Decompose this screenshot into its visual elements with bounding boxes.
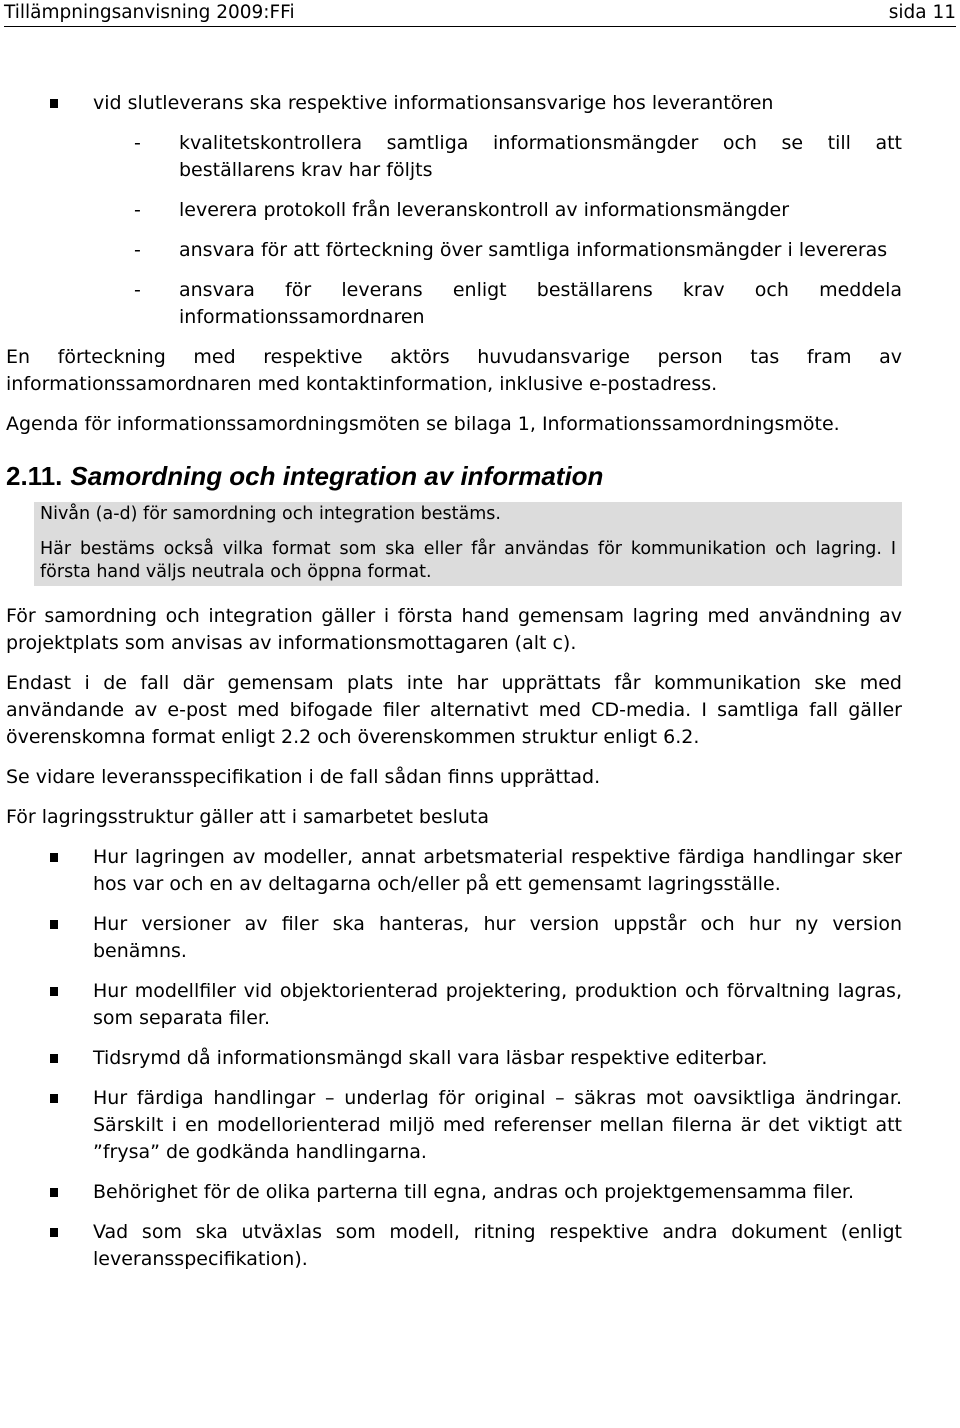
bullet-item bbox=[6, 1045, 902, 1072]
dash-bullet: - bbox=[134, 239, 141, 261]
bullet-text: Hur lagringen av modeller, annat arbetsmaterial respektive färdiga handlingar sker hos var och en av deltagarna och/eller på ett gemensamt lagringsställe. bbox=[93, 846, 902, 895]
dash-item bbox=[6, 197, 902, 224]
document-title: Tillämpningsanvisning 2009:FFi bbox=[4, 2, 295, 23]
paragraph: En förteckning med respektive aktörs huvudansvarige person tas fram av informationssamordnaren med kontaktinformation, inklusive e-postadress. bbox=[6, 346, 902, 395]
bullet-text: Tidsrymd då informationsmängd skall vara läsbar respektive editerbar. bbox=[93, 1047, 768, 1069]
bullet-text: Vad som ska utväxlas som modell, ritning respektive andra dokument (enligt leveransspecifikation). bbox=[93, 1221, 902, 1270]
square-bullet-icon bbox=[50, 1188, 58, 1197]
box-paragraph: Här bestäms också vilka format som ska eller får användas för kommunikation och lagring. I första hand väljs neutrala och öppna format. bbox=[40, 539, 896, 582]
dash-text: ansvara för leverans enligt beställarens krav och meddela informationssamordnaren bbox=[179, 279, 902, 328]
square-bullet-icon bbox=[50, 1094, 58, 1103]
paragraph: Agenda för informationssamordningsmöten se bilaga 1, Informationssamordningsmöte. bbox=[6, 413, 840, 435]
section-title: Samordning och integration av information bbox=[70, 461, 604, 491]
paragraph: Se vidare leveransspecifikation i de fall sådan finns upprättad. bbox=[6, 766, 601, 788]
dash-bullet: - bbox=[134, 199, 141, 221]
paragraph: Endast i de fall där gemensam plats inte har upprättats får kommunikation ske med användande av e-post med bifogade filer alternativt med CD-media. I samtliga fall gäller överenskomna format enligt 2.2 och överenskommen struktur enligt 6.2. bbox=[6, 672, 902, 748]
dash-bullet: - bbox=[134, 279, 141, 301]
bullet-text: vid slutleverans ska respektive informationsansvarige hos leverantören bbox=[93, 92, 774, 114]
bullet-text: Hur versioner av filer ska hanteras, hur version uppstår och hur ny version benämns. bbox=[93, 913, 902, 962]
paragraph: För samordning och integration gäller i första hand gemensam lagring med användning av projektplats som anvisas av informationsmottagaren (alt c). bbox=[6, 605, 902, 654]
bullet-item bbox=[6, 978, 902, 1032]
bullet-item bbox=[6, 1219, 902, 1273]
dash-list bbox=[6, 130, 902, 331]
paragraph: För lagringsstruktur gäller att i samarbetet besluta bbox=[6, 806, 489, 828]
page-number: sida 11 bbox=[888, 2, 956, 23]
page-body bbox=[6, 90, 902, 1286]
bullet-item bbox=[6, 1085, 902, 1166]
dash-text: leverera protokoll från leveranskontroll av informationsmängder bbox=[179, 199, 790, 221]
square-bullet-icon bbox=[50, 920, 58, 929]
dash-bullet: - bbox=[134, 132, 141, 154]
square-bullet-icon bbox=[50, 987, 58, 996]
requirement-box bbox=[34, 502, 902, 586]
square-bullet-icon bbox=[50, 1228, 58, 1237]
square-bullet-icon bbox=[50, 99, 58, 108]
dash-item bbox=[6, 277, 902, 331]
box-paragraph: Nivån (a-d) för samordning och integration bestäms. bbox=[40, 504, 501, 524]
bullet-text: Hur färdiga handlingar – underlag för original – säkras mot oavsiktliga ändringar. Särskilt i en modellorienterad miljö med referenser mellan filerna är det viktigt att ”frysa” de godkända handlingarna. bbox=[93, 1087, 902, 1163]
square-bullet-icon bbox=[50, 853, 58, 862]
bullet-item bbox=[6, 1179, 902, 1206]
bullet-item bbox=[6, 911, 902, 965]
bullet-item bbox=[6, 90, 902, 117]
section-heading bbox=[6, 460, 902, 492]
dash-item bbox=[6, 130, 902, 184]
bullet-text: Behörighet för de olika parterna till egna, andras och projektgemensamma filer. bbox=[93, 1181, 855, 1203]
dash-text: kvalitetskontrollera samtliga informationsmängder och se till att beställarens krav har följts bbox=[179, 132, 902, 181]
page-header bbox=[4, 0, 956, 27]
dash-item bbox=[6, 237, 902, 264]
bullet-text: Hur modellfiler vid objektorienterad projektering, produktion och förvaltning lagras, som separata filer. bbox=[93, 980, 902, 1029]
bullet-item bbox=[6, 844, 902, 898]
square-bullet-icon bbox=[50, 1054, 58, 1063]
dash-text: ansvara för att förteckning över samtliga informationsmängder i levereras bbox=[179, 239, 888, 261]
section-number: 2.11. bbox=[6, 461, 63, 491]
